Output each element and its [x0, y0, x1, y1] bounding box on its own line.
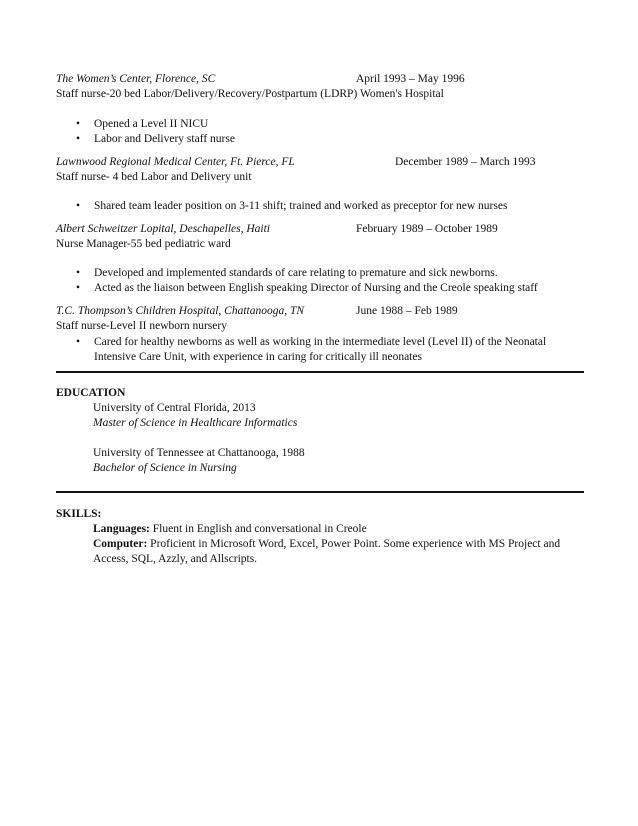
job-employer: Lawnwood Regional Medical Center, Ft. Pierce, FL — [56, 156, 295, 168]
skills-title: SKILLS: — [56, 508, 102, 520]
skills-computer — [56, 537, 586, 567]
bullet-text: Opened a Level II NICU — [94, 118, 209, 130]
job-dates: December 1989 – March 1993 — [395, 156, 536, 168]
job-employer: T.C. Thompson’s Children Hospital, Chattanooga, TN — [56, 305, 305, 317]
bullet-text: Acted as the liaison between English speaking Director of Nursing and the Creole speaking staff — [94, 282, 538, 294]
bullet-icon: • — [76, 133, 81, 145]
bullet-icon: • — [76, 267, 81, 279]
job-bullets — [56, 117, 586, 147]
job-header — [56, 72, 586, 87]
job-entry — [56, 304, 586, 365]
job-entry — [56, 222, 586, 296]
job-role: Staff nurse-20 bed Labor/Delivery/Recovery/Postpartum (LDRP) Women's Hospital — [56, 88, 444, 100]
list-item — [56, 266, 586, 281]
bullet-text: Cared for healthy newborns as well as working in the intermediate level (Level II) of the Neonatal Intensive Care Unit, with experience in caring for critically ill neonates — [94, 336, 547, 363]
job-header — [56, 155, 586, 170]
computer-text: Proficient in Microsoft Word, Excel, Power Point. Some experience with MS Project and Access, SQL, Azzly, and Allscripts. — [93, 538, 561, 565]
list-item — [56, 132, 586, 147]
bullet-text: Labor and Delivery staff nurse — [94, 133, 235, 145]
job-entry — [56, 155, 586, 214]
job-employer: Albert Schweitzer Lopital, Deschapelles, Haiti — [56, 223, 271, 235]
job-role: Staff nurse- 4 bed Labor and Delivery unit — [56, 171, 252, 183]
bullet-text: Developed and implemented standards of care relating to premature and sick newborns. — [94, 267, 498, 279]
job-header — [56, 222, 586, 237]
bullet-icon: • — [76, 336, 81, 348]
job-bullets — [56, 199, 586, 214]
job-employer: The Women’s Center, Florence, SC — [56, 73, 216, 85]
languages-label: Languages: — [93, 523, 150, 535]
job-bullets — [56, 335, 586, 365]
education-section — [56, 386, 586, 476]
job-role: Nurse Manager-55 bed pediatric ward — [56, 238, 231, 250]
education-degree: Master of Science in Healthcare Informatics — [93, 417, 298, 429]
list-item — [56, 199, 586, 214]
job-dates: June 1988 – Feb 1989 — [356, 305, 458, 317]
section-divider — [56, 371, 584, 373]
job-entry — [56, 72, 586, 147]
list-item — [56, 117, 586, 132]
job-header — [56, 304, 586, 319]
bullet-text: Shared team leader position on 3-11 shift; trained and worked as preceptor for new nurses — [94, 200, 508, 212]
job-bullets — [56, 266, 586, 296]
education-school: University of Central Florida, 2013 — [93, 402, 256, 414]
resume-page — [56, 72, 586, 365]
education-school: University of Tennessee at Chattanooga, 1988 — [93, 447, 305, 459]
job-role: Staff nurse-Level II newborn nursery — [56, 320, 227, 332]
job-dates: April 1993 – May 1996 — [356, 73, 465, 85]
computer-label: Computer: — [93, 538, 148, 550]
languages-text: Fluent in English and conversational in Creole — [149, 523, 367, 535]
list-item — [56, 281, 586, 296]
job-dates: February 1989 – October 1989 — [356, 223, 498, 235]
skills-languages — [56, 522, 586, 537]
education-title: EDUCATION — [56, 387, 126, 399]
skills-section — [56, 507, 586, 567]
education-degree: Bachelor of Science in Nursing — [93, 462, 237, 474]
bullet-icon: • — [76, 118, 81, 130]
bullet-icon: • — [76, 282, 81, 294]
bullet-icon: • — [76, 200, 81, 212]
list-item — [56, 335, 586, 365]
section-divider — [56, 491, 584, 493]
